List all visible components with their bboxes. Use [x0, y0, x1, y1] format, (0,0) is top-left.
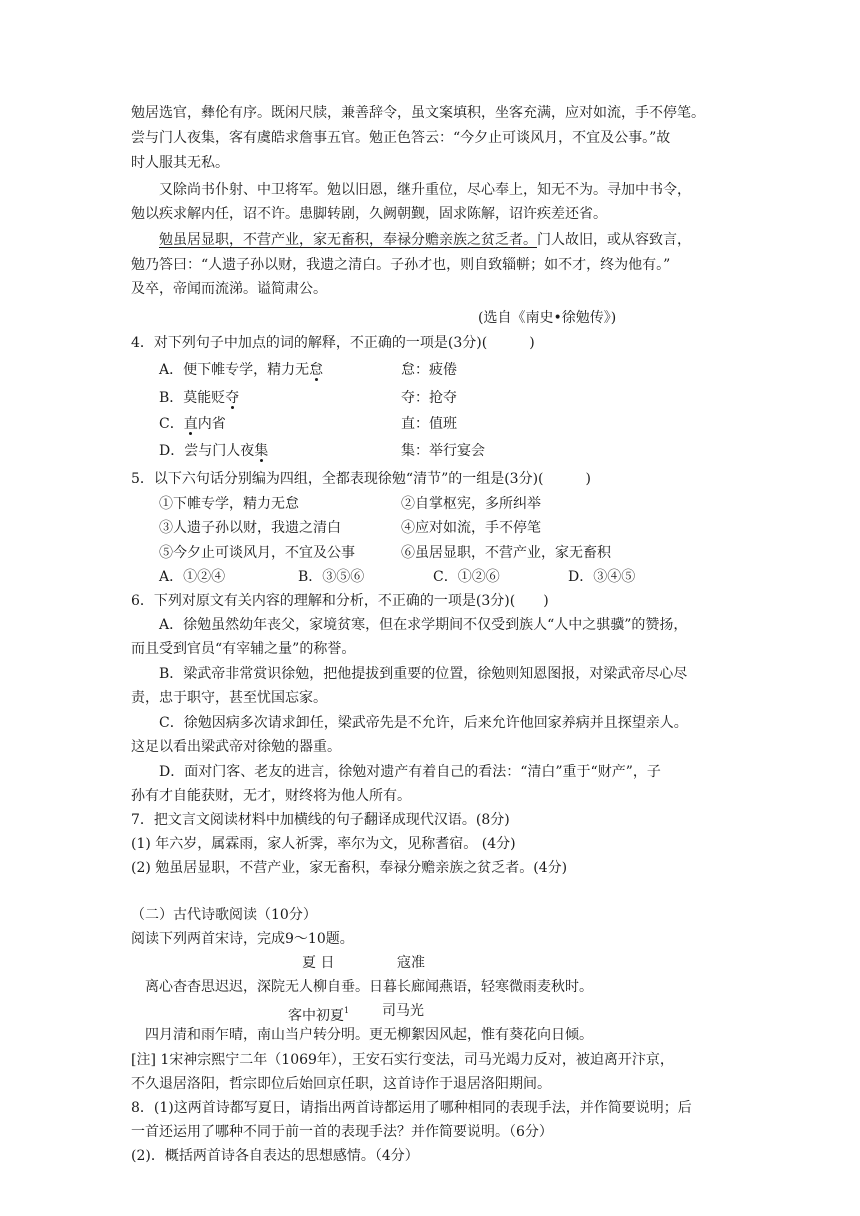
q4-gloss-b: 夺：抢夺 — [401, 390, 457, 406]
q5-choice-d: D．③④⑤ — [568, 569, 636, 585]
poem-note: [注] 1宋神宗熙宁二年（1069年），王安石实行变法，司马光竭力反对，被迫离开汴京， — [131, 1052, 674, 1068]
q5-item: ②自掌枢宪，多所纠举 — [401, 496, 541, 512]
q4-gloss-c: 直：值班 — [401, 416, 457, 432]
q4-option-d: D．尝与门人夜集 — [159, 443, 269, 459]
dotted-character: 夺 — [225, 390, 240, 406]
dotted-character: 怠 — [309, 362, 324, 378]
question-8-part-1: 8．(1)这两首诗都写夏日，请指出两首诗都运用了哪种相同的表现手法，并作简要说明；后 — [131, 1100, 692, 1116]
footnote-mark: 1 — [344, 1006, 350, 1015]
question-4-stem: 4．对下列句子中加点的词的解释，不正确的一项是(3分)( ) — [131, 335, 535, 351]
section-heading: （二）古代诗歌阅读（10分） — [131, 907, 317, 923]
q4-gloss-d: 集：举行宴会 — [401, 443, 485, 459]
poem-2-author: 司马光 — [382, 1003, 424, 1019]
passage-source: (选自《南史•徐勉传》) — [478, 310, 617, 326]
question-8-part-1-cont: 一首还运用了哪种不同于前一首的表现手法？并作简要说明。（6分） — [131, 1124, 553, 1140]
q6-option-a-cont: 而且受到官员“有宰辅之量”的称誉。 — [131, 641, 356, 657]
section-intro: 阅读下列两首宋诗，完成9～10题。 — [131, 931, 354, 947]
q5-item: ⑥虽居显职，不营产业，家无畜积 — [401, 545, 611, 561]
q6-option-b-cont: 责，忠于职守，甚至忧国忘家。 — [131, 690, 327, 706]
passage-line: 勉居选官，彝伦有序。既闲尺牍，兼善辞令，虽文案填积，坐客充满，应对如流，手不停笔。 — [131, 105, 705, 121]
q4-option-c: C．直内省 — [159, 416, 226, 432]
q6-option-c: C．徐勉因病多次请求卸任，梁武帝先是不允许，后来允许他回家养病并且探望亲人。 — [159, 715, 688, 731]
poem-note-cont: 不久退居洛阳，哲宗即位后始回京任职，这首诗作于退居洛阳期间。 — [131, 1076, 551, 1092]
q5-choice-c: C．①②⑥ — [433, 569, 500, 585]
q7-sentence-1: (1) 年六岁，属霖雨，家人祈霁，率尔为文，见称耆宿。 (4分) — [131, 836, 516, 852]
passage-line: 勉以疾求解内任，诏不许。患脚转剧，久阙朝觐，固求陈解，诏许疾差还省。 — [131, 206, 607, 222]
q5-choice-a: A．①②④ — [159, 569, 226, 585]
q7-sentence-2: (2) 勉虽居显职，不营产业，家无畜积，奉禄分赡亲族之贫乏者。(4分) — [131, 860, 568, 876]
q6-option-b: B．梁武帝非常赏识徐勉，把他提拔到重要的位置，徐勉则知恩图报，对梁武帝尽心尽 — [159, 666, 688, 682]
q4-option-b: B．莫能贬夺 — [159, 390, 240, 406]
poem-1-title: 夏 日 — [302, 955, 335, 971]
q5-item: ④应对如流，手不停笔 — [401, 520, 541, 536]
dotted-character: 直 — [183, 416, 198, 432]
q4-option-a: A．便下帷专学，精力无怠 — [159, 362, 324, 378]
q6-option-d-cont: 孙有才自能获财，无才，财终将为他人所有。 — [131, 788, 411, 804]
q5-choice-b: B．③⑤⑥ — [298, 569, 365, 585]
passage-text: 门人故旧，或从容致言， — [537, 232, 691, 248]
underlined-sentence: 勉虽居显职，不营产业，家无畜积，奉禄分赡亲族之贫乏者。 — [159, 232, 537, 248]
passage-line — [159, 230, 691, 250]
question-7-stem: 7．把文言文阅读材料中加横线的句子翻译成现代汉语。(8分) — [131, 812, 510, 828]
passage-line: 勉乃答曰：“人遗子孙以财，我遗之清白。子孙才也，则自致辎軿；如不才，终为他有。” — [131, 257, 671, 273]
poem-2-title: 客中初夏$^1$ — [288, 1006, 350, 1024]
question-5-stem: 5．以下六句话分别编为四组，全都表现徐勉“清节”的一组是(3分)( ) — [131, 471, 591, 487]
q5-item: ①下帷专学，精力无怠 — [159, 496, 299, 512]
passage-line: 及卒，帝闻而流涕。谥简肃公。 — [131, 281, 327, 297]
q6-option-a: A．徐勉虽然幼年丧父，家境贫寒，但在求学期间不仅受到族人“人中之骐骥”的赞扬， — [159, 617, 688, 633]
passage-line: 又除尚书仆射、中卫将军。勉以旧恩，继升重位，尽心奉上，知无不为。寻加中书令， — [159, 182, 691, 198]
q4-gloss-a: 怠：疲倦 — [401, 362, 457, 378]
question-8-part-2: (2)．概括两首诗各自表达的思想感情。（4分） — [131, 1148, 419, 1164]
passage-line: 时人服其无私。 — [131, 155, 229, 171]
poem-1-text: 离心杳杳思迟迟，深院无人柳自垂。日暮长廊闻燕语，轻寒微雨麦秋时。 — [145, 979, 593, 995]
q6-option-d: D．面对门客、老友的进言，徐勉对遗产有着自己的看法：“清白”重于“财产”，子 — [159, 764, 661, 780]
question-6-stem: 6．下列对原文有关内容的理解和分析，不正确的一项是(3分)( ) — [131, 593, 549, 609]
q6-option-c-cont: 这足以看出梁武帝对徐勉的器重。 — [131, 739, 341, 755]
q5-item: ⑤今夕止可谈风月，不宜及公事 — [159, 545, 355, 561]
dotted-character: 集 — [254, 443, 269, 459]
q5-item: ③人遗子孙以财，我遗之清白 — [159, 520, 341, 536]
passage-line: 尝与门人夜集，客有虞皓求詹事五官。勉正色答云：“今夕止可谈风月，不宜及公事。”故 — [131, 130, 671, 146]
poem-1-author: 寇准 — [397, 955, 425, 971]
poem-2-text: 四月清和雨乍晴，南山当户转分明。更无柳絮因风起，惟有葵花向日倾。 — [145, 1027, 593, 1043]
